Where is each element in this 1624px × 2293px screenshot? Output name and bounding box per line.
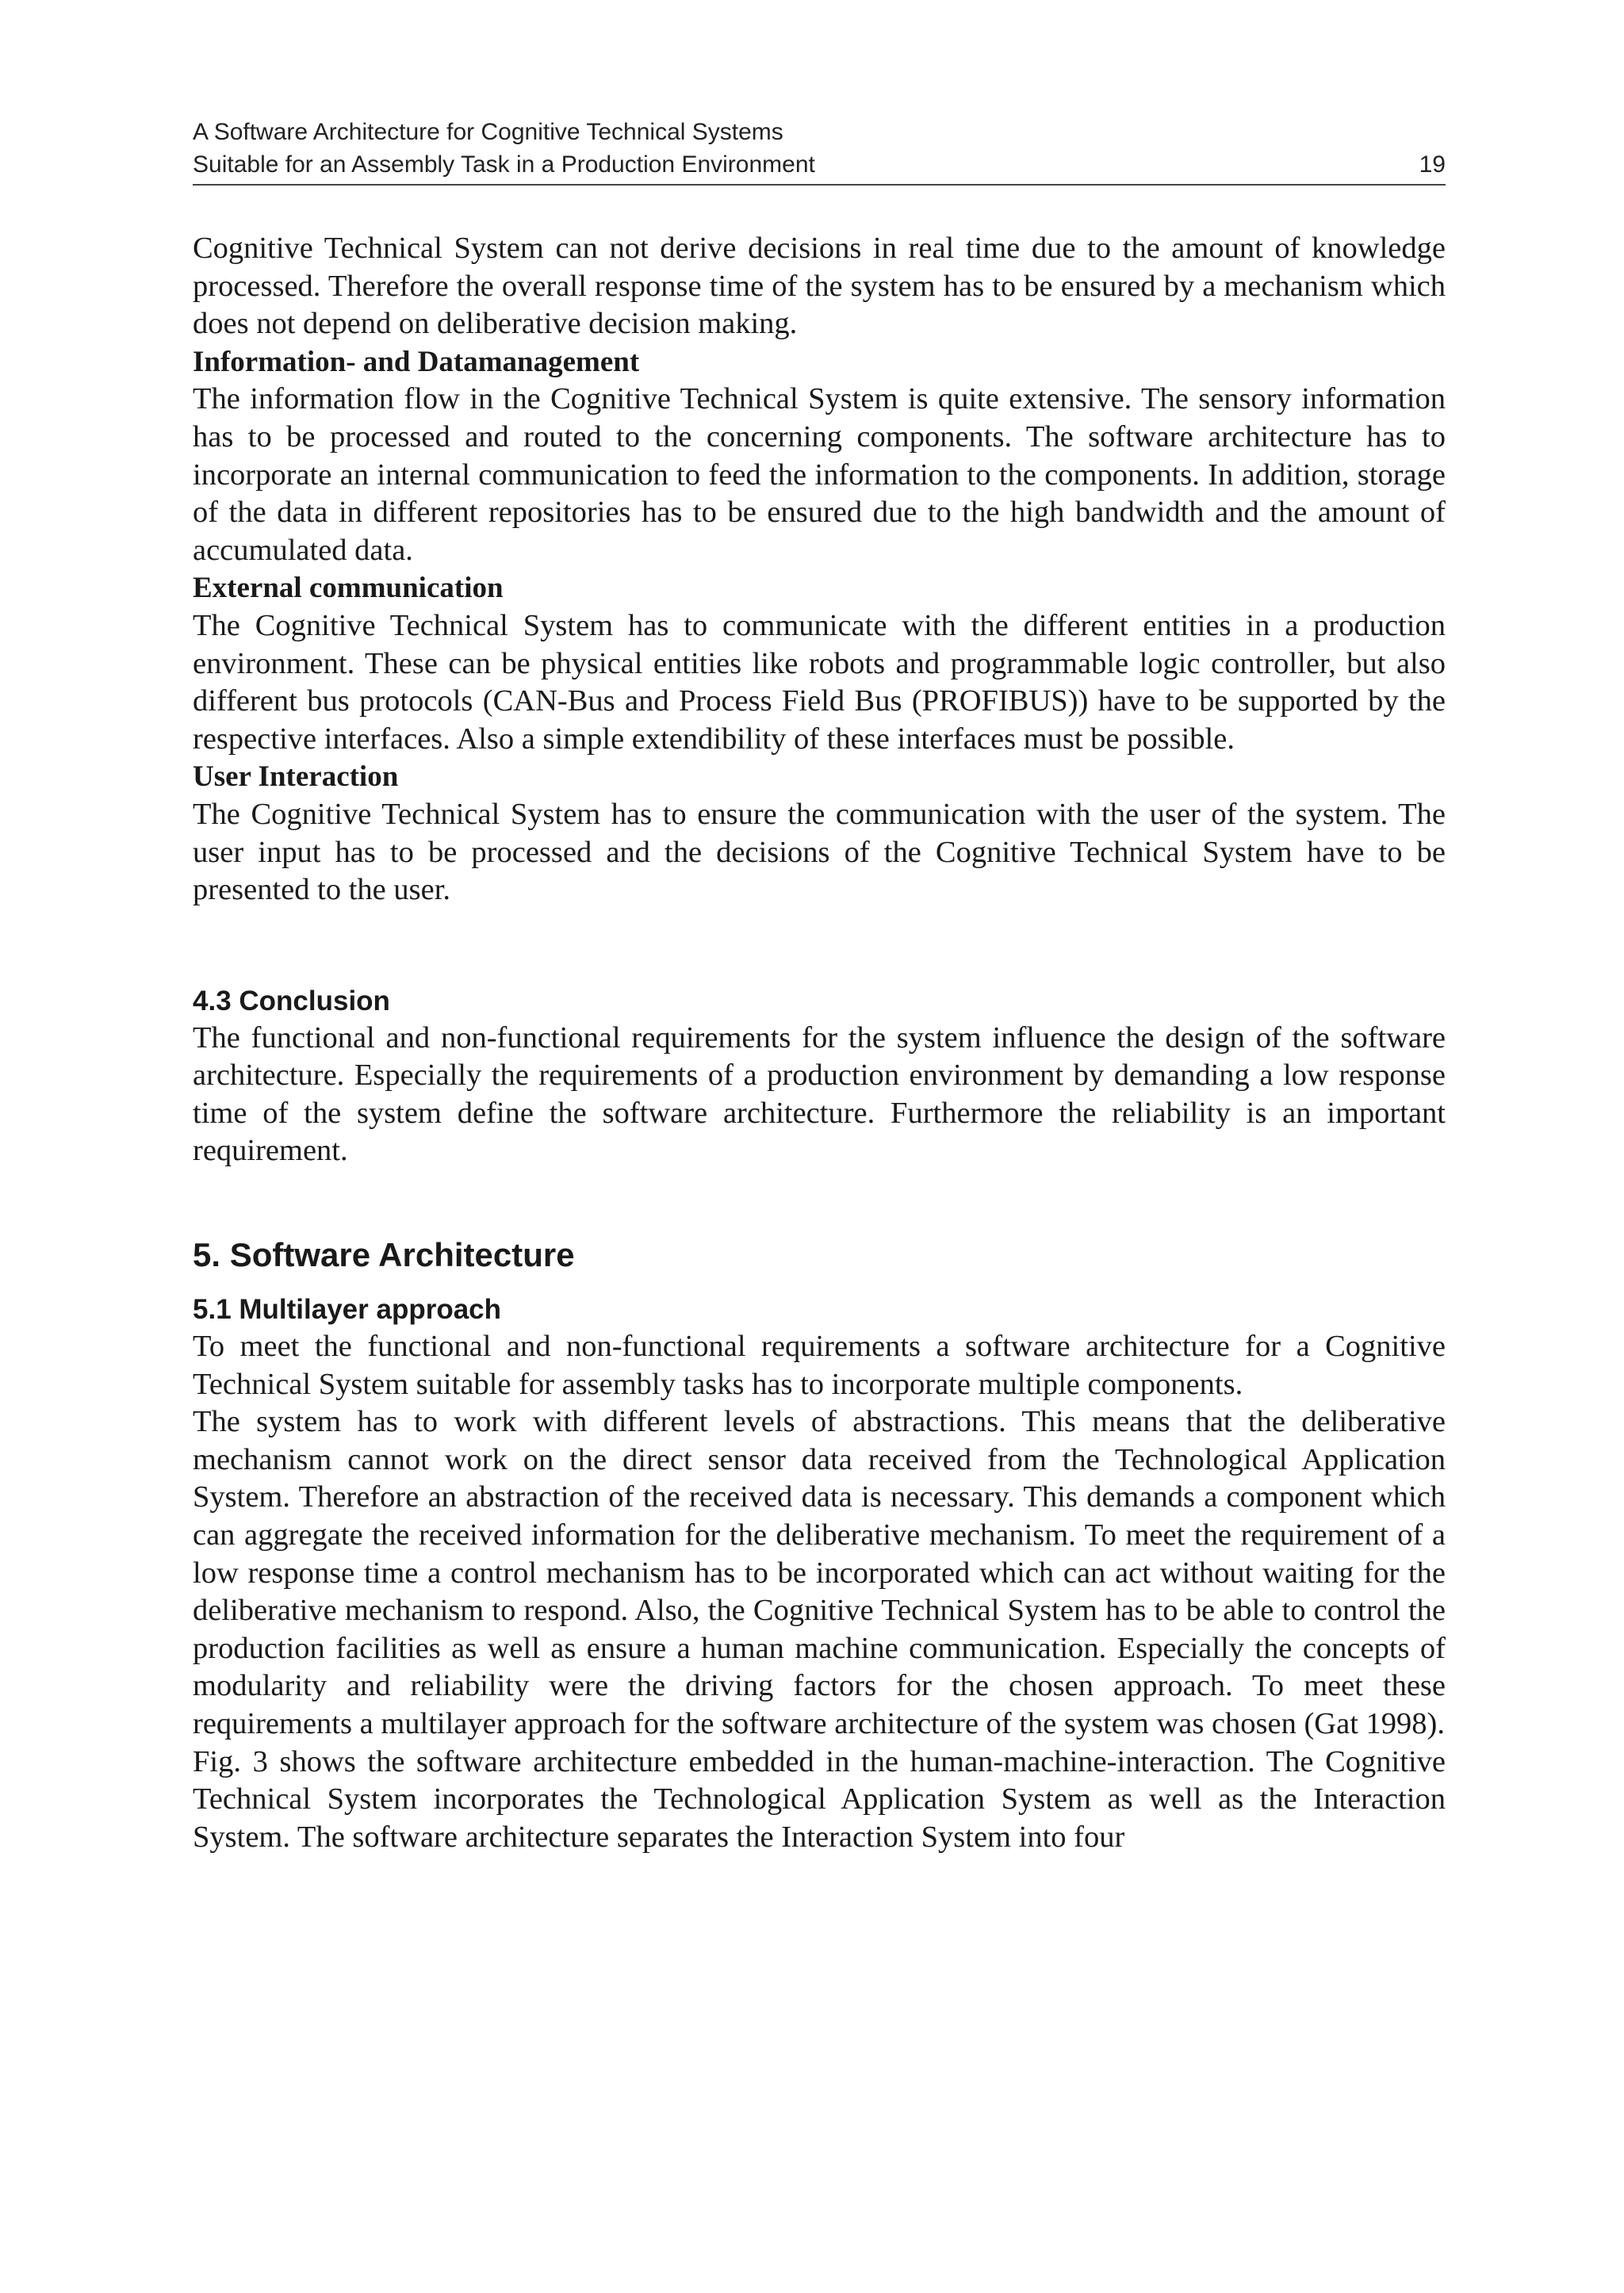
section-heading-conclusion: 4.3 Conclusion xyxy=(193,985,390,1016)
paragraph-multilayer-3: Fig. 3 shows the software architecture embedded in the human-machine-interaction. The Cognitive Technical System incorporates the Technological Application System as well as the Interaction System. The software architecture separates the Interaction System into four xyxy=(193,1744,1446,1854)
paragraph-external: The Cognitive Technical System has to communicate with the different entities in a production environment. These can be physical entities like robots and programmable logic controller, but also different bus protocols (CAN-Bus and Process Field Bus (PROFIBUS)) have to be supported by the respective interfaces. Also a simple extendibility of these interfaces must be possible. xyxy=(193,608,1446,756)
paragraph-conclusion: The functional and non-functional requirements for the system influence the design of the software architecture. Especially the requirements of a production environment by demanding a low response time of the system define the software architecture. Furthermore the reliability is an important requirement. xyxy=(193,1020,1446,1168)
paragraph-multilayer-1: To meet the functional and non-functional requirements a software architecture for a Cognitive Technical System suitable for assembly tasks has to incorporate multiple components. xyxy=(193,1330,1446,1401)
paragraph-user-interaction: The Cognitive Technical System has to ensure the communication with the user of the system. The user input has to be processed and the decisions of the Cognitive Technical System have to be presented to the user. xyxy=(193,797,1446,907)
heading-external-communication: External communication xyxy=(193,572,504,605)
header-title-line-2: Suitable for an Assembly Task in a Production Environment xyxy=(193,151,815,178)
heading-information-datamanagement: Information- and Datamanagement xyxy=(193,345,640,378)
section-heading-multilayer: 5.1 Multilayer approach xyxy=(193,1294,502,1326)
page xyxy=(193,0,1446,1856)
page-number: 19 xyxy=(1419,151,1446,178)
paragraph-intro: Cognitive Technical System can not derive decisions in real time due to the amount of knowledge processed. Therefore the overall response time of the system has to be ensured by a mechanism which does not depend on deliberative decision making. xyxy=(193,232,1446,341)
header-title-line-1: A Software Architecture for Cognitive Technical Systems xyxy=(193,119,783,145)
paragraph-multilayer-2: The system has to work with different levels of abstractions. This means that the deliberative mechanism cannot work on the direct sensor data received from the Technological Application System. Therefore an abstraction of the received data is necessary. This demands a component which can aggregate the received information for the deliberative mechanism. To meet the requirement of a low response time a control mechanism has to be incorporated which can act without waiting for the deliberative mechanism to respond. Also, the Cognitive Technical System has to be able to control the production facilities as well as ensure a human machine communication. Especially the concepts of modularity and reliability were the driving factors for the chosen approach. To meet these requirements a multilayer approach for the software architecture of the system was chosen (Gat 1998). xyxy=(193,1405,1446,1740)
page-body xyxy=(193,230,1446,1856)
heading-user-interaction: User Interaction xyxy=(193,760,399,794)
paragraph-information: The information flow in the Cognitive Technical System is quite extensive. The sensory information has to be processed and routed to the concerning components. The software architecture has to incorporate an internal communication to feed the information to the components. In addition, storage of the data in different repositories has to be ensured due to the high bandwidth and the amount of accumulated data. xyxy=(193,382,1446,567)
section-heading-software-architecture: 5. Software Architecture xyxy=(193,1236,575,1274)
running-header xyxy=(193,116,1446,186)
